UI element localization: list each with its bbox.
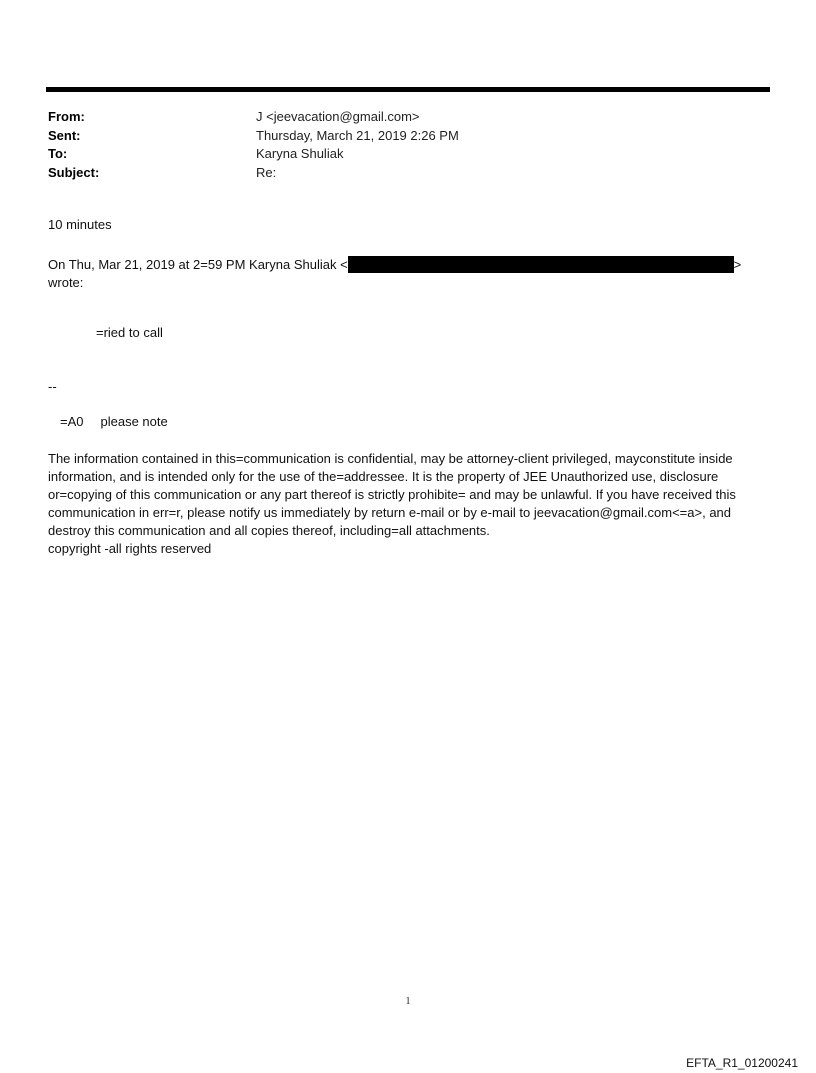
- quote-intro: On Thu, Mar 21, 2019 at 2=59 PM Karyna Shuliak <: [48, 257, 348, 272]
- sent-label: Sent:: [48, 127, 81, 143]
- quote-close: >: [733, 257, 742, 272]
- from-value: J <jeevacation@gmail.com>: [256, 109, 420, 124]
- from-label: From:: [48, 109, 85, 124]
- email-header: [48, 108, 748, 182]
- subject-value: Re:: [256, 164, 277, 180]
- sent-value: Thursday, March 21, 2019 2:26 PM: [256, 127, 459, 143]
- bates-number: EFTA_R1_01200241: [686, 1056, 798, 1070]
- reply-text: 10 minutes: [48, 217, 112, 232]
- subject-row: [48, 164, 748, 183]
- quote-attribution: [48, 256, 758, 292]
- page-number: 1: [405, 996, 411, 1007]
- note-line: [60, 413, 168, 431]
- signature-separator: --: [48, 379, 57, 394]
- quote-wrote: wrote:: [48, 275, 84, 290]
- from-row: [48, 108, 748, 127]
- to-value: Karyna Shuliak: [256, 146, 344, 161]
- redaction-block: [348, 256, 734, 273]
- header-divider: [46, 87, 770, 92]
- subject-label: Subject:: [48, 164, 100, 180]
- quoted-message: =ried to call: [96, 325, 163, 340]
- confidentiality-disclaimer: [48, 450, 766, 558]
- note-prefix: =A0: [60, 414, 84, 429]
- copyright-text: copyright -all rights reserved: [48, 541, 212, 556]
- disclaimer-text: The information contained in this=communication is confidential, may be attorney-client privileged, mayconstitute inside information, and is intended only for the use of the=addressee. It is the property of JEE Unauthorized use, disclosure or=copying of this communication or any part thereof is strictly prohibite= and may be unlawful. If you have received this communication in err=r, please notify us immediately by return e-mail or by e-mail to jeevacation@gmail.com<=a>, and destroy this communication and all copies thereof, including=all attachments.: [48, 451, 736, 538]
- sent-row: [48, 127, 748, 146]
- note-text: please note: [100, 414, 168, 429]
- to-label: To:: [48, 146, 68, 161]
- to-row: [48, 145, 748, 164]
